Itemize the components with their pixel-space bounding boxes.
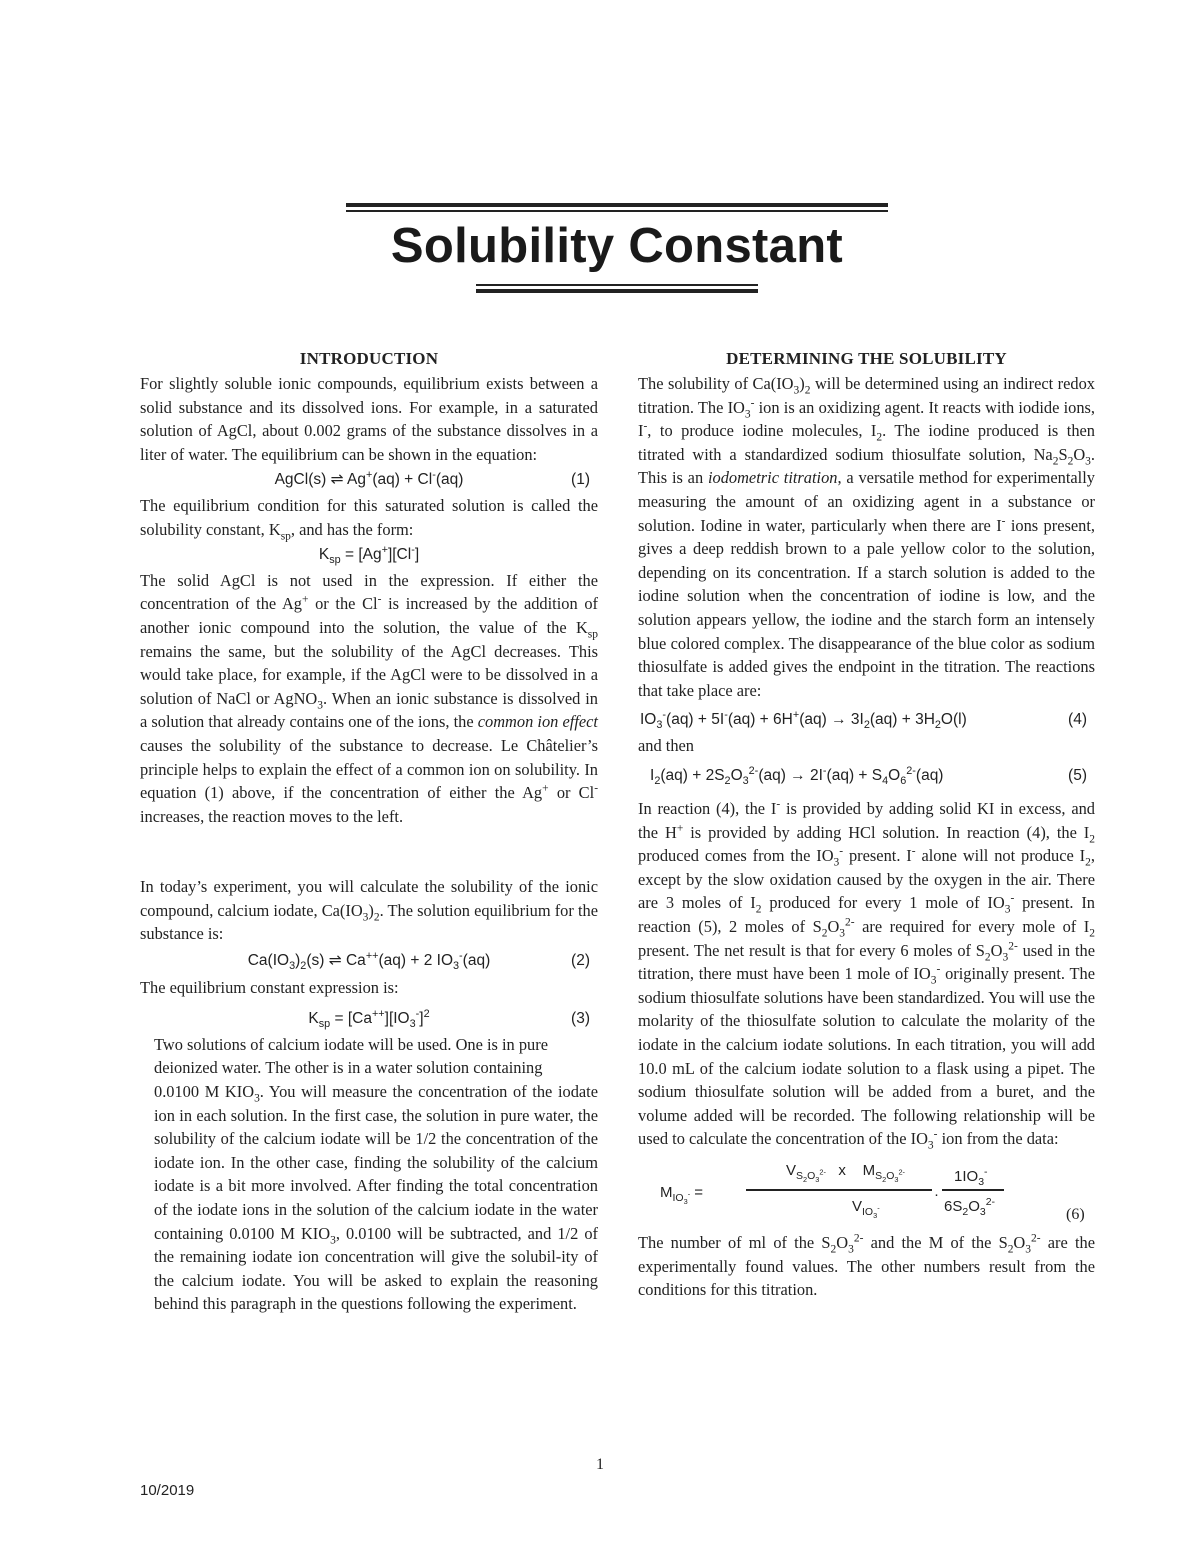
equation-1-body: AgCl(s) ⇌ Ag+(aq) + Cl-(aq) — [274, 469, 464, 489]
equation-2 — [140, 949, 598, 973]
revision-date: 10/2019 — [140, 1482, 195, 1499]
intro-paragraph-1: For slightly soluble ionic compounds, equilibrium exists between a solid substance and its dissolved ions. For example, in a saturated solution of AgCl, about 0.002 grams of the substance dissolves in a liter of water. The equilibrium can be shown in the equation: — [140, 374, 598, 464]
title-rule-top-thick — [346, 203, 888, 207]
equation-6-ratio-bar — [942, 1189, 1004, 1191]
title-rule-bottom-thick — [476, 289, 758, 293]
intro-paragraph-7: 0.0100 M $KIO_3$. You will measure the concentration of the iodate ion in each solution. In the first case, the solution in pure water, the solubility of the calcium iodate will be 1/2 the concentration of the iodate ion. In the other case, finding the solubility of the calcium iodate is a bit more involved. After finding the total concentration of the iodate ions in the solution of the calcium iodate in the water containing 0.0100 M $KIO_3$, 0.0100 will be subtracted, and 1/2 of the remaining iodate ion concentration will give the solubil-ity of the calcium iodate. You will be asked to explain the reasoning behind this paragraph in the questions following the experiment. — [154, 1082, 599, 1314]
intro-paragraph-3: The solid AgCl is not used in the expression. If either the concentration of the Ag+ or the Cl- is increased by the addition of another ionic compound into the solution, the value of the $K_{sp}$ remains the same, but the solubility of the AgCl decreases. This would take place, for example, if the AgCl were to be dissolved in a solution of NaCl or AgNO$_3$. When an ionic substance is dissolved in a solution that already contains one of the ions, the common ion effect causes the solubility of the substance to decrease. Le Châtelier’s principle helps to explain the effect of a common ion on solubility. In equation (1) above, if the concentration of either the Ag+ or Cl- increases, the reaction moves to the left. — [140, 570, 599, 826]
solubility-paragraph-1: The solubility of $Ca(IO_3)_2$ will be determined using an indirect redox titration. The $IO_3^-$ ion is an oxidizing agent. It reacts with iodide ions, I-, to produce iodine molecules, $I_2$. The iodine produced is then titrated with a standardized sodium thiosulfate solution, $Na_2S_2O_3$. This is an iodometric titration, a versatile method for experimentally measuring the amount of an oxidizing agent in a substance or solution. Iodine in water, particularly when there are I- ions present, gives a deep reddish brown to a pale yellow color to the solution, depending on its concentration. If a starch solution is added to the iodine solution when the concentration of iodine is low, and the solution appears yellow, the iodine and the starch form an intensely blue colored complex. The disappearance of the blue color as sodium thiosulfate is added gives the endpoint in the titration. The reactions that take place are: — [638, 374, 1095, 700]
equation-4-body: $IO_3^-(aq) + 5I^-(aq) + 6H^+(aq) \to 3I_2(aq) + 3H_2O(l)$ — [640, 709, 967, 732]
equation-6-number: (6) — [1066, 1206, 1085, 1223]
equation-3-body: $K_{sp} = [Ca^{++}][IO_3^-]^2$ — [308, 1008, 430, 1031]
equation-4 — [638, 708, 1095, 732]
equation-5 — [638, 764, 1095, 788]
document-title: Solubility Constant — [390, 219, 844, 273]
equation-5-body: $I_2(aq) + 2S_2O_3^{2-}(aq) \to 2I^-(aq) + S_4O_6^{2-}(aq)$ — [650, 764, 944, 787]
equation-6 — [638, 1155, 1095, 1225]
paragraph-gap — [140, 828, 598, 875]
equation-6-dot: · — [934, 1186, 939, 1203]
equation-5-number: (5) — [1068, 766, 1087, 784]
equation-6-fraction-bar — [746, 1189, 932, 1191]
page-number: 1 — [596, 1456, 604, 1473]
equation-1-number: (1) — [571, 471, 590, 489]
intro-paragraph-2: The equilibrium condition for this saturated solution is called the solubility constant, $K_{sp}$, and has the form: — [140, 495, 598, 542]
solubility-paragraph-2: and then — [638, 735, 694, 755]
intro-paragraph-4: In today’s experiment, you will calculate the solubility of the ionic compound, calcium iodate, $Ca(IO_3)_2$. The solution equilibrium for the substance is: — [140, 877, 598, 944]
determining-solubility-heading: DETERMINING THE SOLUBILITY — [726, 349, 1007, 368]
solubility-paragraph-4: The number of ml of the $S_2O_3^{2-}$ and the M of the $S_2O_3^{2-}$ are the experimentally found values. The other numbers result from the conditions for this titration. — [638, 1232, 1095, 1300]
intro-paragraph-5: The equilibrium constant expression is: — [140, 977, 399, 997]
equation-6-lhs: $M_{IO_3^-}$ = — [660, 1184, 704, 1207]
right-column — [638, 346, 1095, 1302]
equation-3-number: (3) — [571, 1010, 590, 1028]
equation-6-ratio-numerator: $1IO_3^-$ — [954, 1166, 988, 1188]
solubility-paragraph-3: In reaction (4), the I- is provided by adding solid KI in excess, and the H+ is provided by adding HCl solution. In reaction (4), the $I_2$ produced comes from the $IO_3^-$ present. I- alone will not produce $I_2$, except by the slow oxidation caused by the oxygen in the air. There are 3 moles of $I_2$ produced for every 1 mole of $IO_3^-$ present. In reaction (5), 2 moles of $S_2O_3^{2-}$ are required for every mole of $I_2$ present. The net result is that for every 6 moles of $S_2O_3^{2-}$ used in the titration, there must have been 1 mole of $IO_3^-$ originally present. The sodium thiosulfate solutions have been standardized. You will use the molarity of the thiosulfate solution to calculate the molarity of the iodate in the calcium iodate solutions. In each titration, you will add 10.0 mL of the calcium iodate solution to a flask using a pipet. The sodium thiosulfate solution will be added from a buret, and the volume added will be recorded. The following relationship will be used to calculate the concentration of the $IO_3^-$ ion from the data: — [638, 798, 1095, 1152]
equation-6-denominator: $V_{IO_3^-}$ — [852, 1198, 880, 1221]
ksp-expression: $K_{sp} = [Ag^+][Cl^-]$ — [318, 544, 420, 567]
equation-6-ratio-denominator: $6S_2O_3^{2-}$ — [944, 1196, 996, 1218]
equation-2-number: (2) — [571, 952, 590, 970]
left-column — [140, 346, 598, 1316]
equation-2-body: $Ca(IO_3)_2(s)$ ⇌ Ca++(aq) + 2 $IO_3^-(aq)$ — [247, 949, 491, 973]
intro-paragraph-6: Two solutions of calcium iodate will be used. One is in pure deionized water. The other is in a water solution containing — [154, 1034, 548, 1078]
title-rule-bottom-thin — [476, 284, 758, 286]
introduction-heading: INTRODUCTION — [299, 349, 439, 368]
equation-1 — [140, 468, 598, 492]
equation-6-numerator: $V_{S_2O_3^{2-}}$ x $M_{S_2O_3^{2-}}$ — [786, 1162, 905, 1185]
title-rule-top-thin — [346, 210, 888, 212]
equation-4-number: (4) — [1068, 711, 1087, 729]
equation-3 — [140, 1007, 598, 1031]
